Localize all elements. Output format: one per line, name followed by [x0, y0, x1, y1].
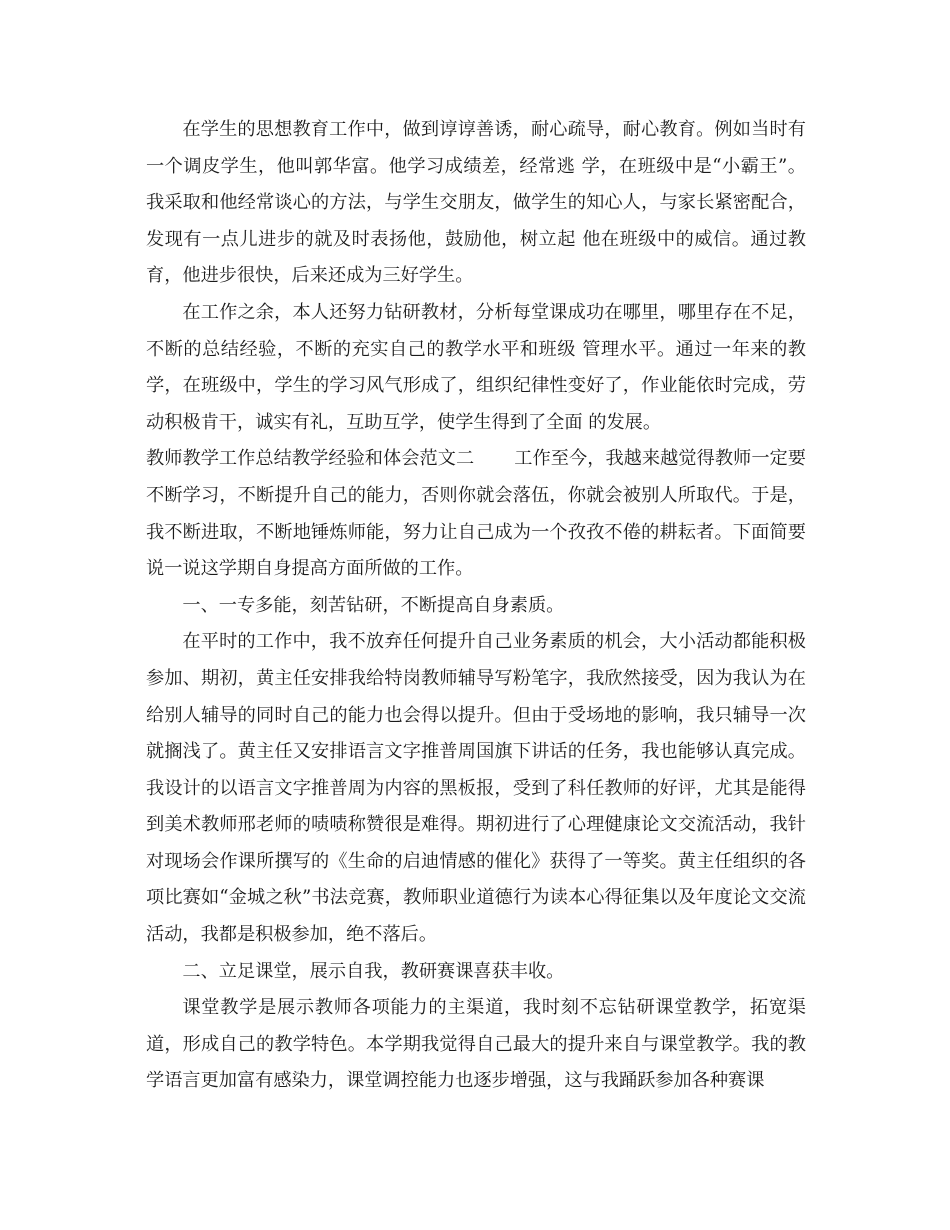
essay-two-heading: 教师教学工作总结教学经验和体会范文二 — [146, 448, 475, 470]
paragraph-daily-work: 在平时的工作中，我不放弃任何提升自己业务素质的机会，大小活动都能积极参加、期初，黄主任安排我给特岗教师辅导写粉笔字，我欣然接受，因为我认为在给别人辅导的同时自己的能力也会得以提升。但由于受场地的影响，我只辅导一次就搁浅了。黄主任又安排语言文字推普周国旗下讲话的任务，我也能够认真完成。我设计的以语言文字推普周为内容的黑板报，受到了科任教师的好评，尤其是能得到美术教师邢老师的啧啧称赞很是难得。期初进行了心理健康论文交流活动，我针对现场会作课所撰写的《生命的启迪情感的催化》获得了一等奖。黄主任组织的各项比赛如“金城之秋”书法竞赛，教师职业道德行为读本心得征集以及年度论文交流活动，我都是积极参加，绝不落后。 — [146, 631, 806, 946]
section-heading-one: 一、一专多能，刻苦钻研，不断提高自身素质。 — [182, 594, 565, 616]
paragraph-textbook-study: 在工作之余，本人还努力钻研教材，分析每堂课成功在哪里，哪里存在不足，不断的总结经验，不断的充实自己的教学水平和班级 管理水平。通过一年来的教学，在班级中，学生的学习风气形成了，组织纪律性变好了，作业能依时完成，劳动积极肯干，诚实有礼，互助互学，使学生得到了全面 的发展。 — [146, 301, 806, 433]
paragraph-student-education: 在学生的思想教育工作中，做到谆谆善诱，耐心疏导，耐心教育。例如当时有一个调皮学生，他叫郭华富。他学习成绩差，经常逃 学，在班级中是“小霸王”。我采取和他经常谈心的方法，与学生交朋友，做学生的知心人，与家长紧密配合，发现有一点儿进步的就及时表扬他，鼓励他，树立起 他在班级中的威信。通过教育，他进步很快，后来还成为三好学生。 — [146, 119, 806, 287]
paragraph-essay-two-intro — [146, 441, 806, 587]
section-heading-two: 二、立足课堂，展示自我，教研赛课喜获丰收。 — [182, 960, 565, 982]
essay-two-intro-text: 工作至今，我越来越觉得教师一定要不断学习，不断提升自己的能力，否则你就会落伍，你就会被别人所取代。于是，我不断进取，不断地锤炼师能，努力让自己成为一个孜孜不倦的耕耘者。下面简要说一说这学期自身提高方面所做的工作。 — [146, 448, 806, 580]
paragraph-classroom-teaching: 课堂教学是展示教师各项能力的主渠道，我时刻不忘钻研课堂教学，拓宽渠道，形成自己的教学特色。本学期我觉得自己最大的提升来自与课堂教学。我的教学语言更加富有感染力，课堂调控能力也逐步增强，这与我踊跃参加各种赛课 — [146, 997, 806, 1092]
document-body — [146, 112, 806, 1100]
